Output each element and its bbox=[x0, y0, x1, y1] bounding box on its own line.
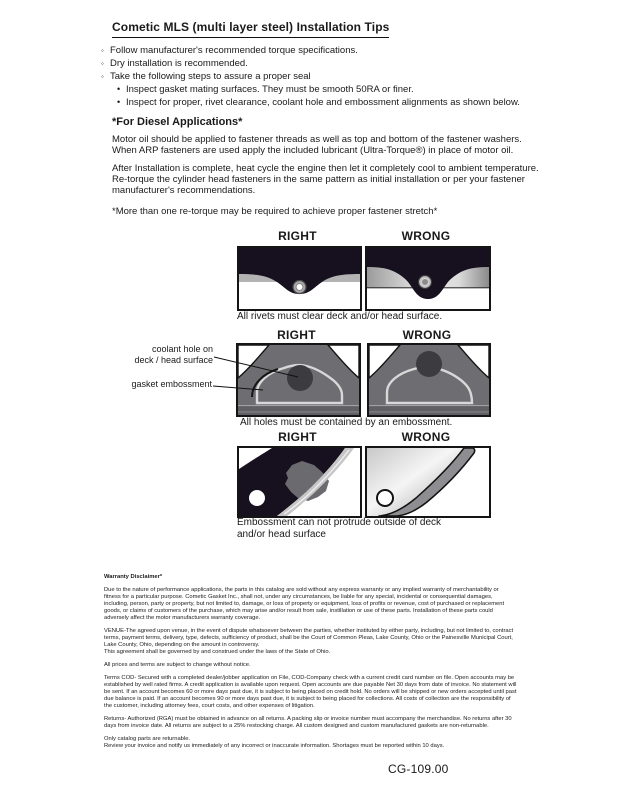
fig1-caption: All rivets must clear deck and/or head surface. bbox=[237, 311, 443, 322]
review-invoice-line: Review your invoice and notify us immediately of any incorrect or inaccurate information. Shortages must be reported within 10 days. bbox=[104, 743, 445, 749]
fig1-right-label: RIGHT bbox=[278, 229, 317, 243]
tip-item bbox=[101, 57, 561, 70]
filled-bullet-icon: • bbox=[117, 84, 121, 94]
open-bullet-icon: ◦ bbox=[101, 59, 104, 68]
prices-line: All prices and terms are subject to change without notice. bbox=[104, 662, 251, 668]
coolant-hole-icon bbox=[416, 351, 442, 377]
fig2-wrong-label: WRONG bbox=[402, 328, 452, 342]
embossment-right-drawing bbox=[238, 345, 359, 415]
bolt-hole-icon bbox=[249, 490, 265, 506]
tip-text: Dry installation is recommended. bbox=[110, 58, 248, 69]
embossment-diagram-wrong bbox=[367, 343, 491, 417]
diesel-heading: *For Diesel Applications* bbox=[112, 116, 243, 128]
warranty-paragraph: Due to the nature of performance applications, the parts in this catalog are sold without any express warranty or any implied warranty of merchantability or fitness for a particular purpose. Cometic Gasket Inc., shall not, under any circumstances, be liable for any special, incidental or consequential damages, including, person, party or property, but not limited to, damage, or loss of property or equipment, loss of profits or revenue, cost of purchased or replacement goods, or claims of customers of the purchase, which may arise and/or result from sale, instillation or use of these parts. Installation of these parts could adversely affect the motor manufacturers warranty coverage. bbox=[104, 587, 505, 621]
coolant-hole-label: coolant hole on deck / head surface bbox=[134, 344, 213, 365]
rivet-diagram-wrong bbox=[365, 246, 491, 311]
venue-paragraph: VENUE-The agreed upon venue, in the event of dispute whatsoever between the parties, whether instituted by either party, including, but not limited to, contract terms, payment terms, delivery, type, defects, sufficiency of product, shall be the Court of Common Pleas, Lake County, Ohio or the Painesville Municipal Court, Lake County, Ohio, depending on the amount in controversy. bbox=[104, 628, 514, 648]
terms-paragraph: Terms COD- Secured with a completed dealer/jobber application on File, COD-Company check with a current credit card number on file. Open accounts may be established by well rated firms. A credit application is available upon request. Open accounts are due payable Net 30 days from date of invoice. No statement will be sent. If an account becomes 60 or more days past due, it is subject to being placed on credit hold. No orders will be shipped or new orders accepted until past due balance is paid. If an account becomes 90 or more days past due, it is subject to being placed for collections. All costs of collection are the responsibility of the customer, including attorney fees, court costs, and other expenses of litigation. bbox=[104, 675, 517, 709]
fig2-caption: All holes must be contained by an embossment. bbox=[240, 417, 453, 428]
sub-tip-item bbox=[117, 83, 561, 96]
filled-bullet-icon: • bbox=[117, 97, 121, 107]
rivet-diagram-right bbox=[237, 246, 362, 311]
sub-tip-text: Inspect for proper, rivet clearance, coolant hole and embossment alignments as shown below. bbox=[126, 97, 520, 108]
tip-item bbox=[101, 70, 561, 83]
catalog-parts-line: Only catalog parts are returnable. bbox=[104, 736, 191, 742]
bolt-hole-icon bbox=[377, 490, 393, 506]
tip-item bbox=[101, 44, 561, 57]
embossment-wrong-drawing bbox=[369, 345, 489, 415]
returns-paragraph: Returns- Authorized (RGA) must be obtained in advance on all returns. A packing slip or invoice number must accompany the merchandise. No returns after 30 days from invoice date. All returns are subject to a 25% restocking charge. All custom designed and custom manufactured gaskets are non-returnable. bbox=[104, 716, 512, 729]
diesel-paragraph-1: Motor oil should be applied to fastener threads as well as top and bottom of the fastener washers. When ARP fasteners are used apply the included lubricant (Ultra-Torque®) in place of motor oil. bbox=[112, 134, 522, 157]
rivet-wrong-drawing bbox=[367, 248, 489, 309]
fig3-caption: Embossment can not protrude outside of deck and/or head surface bbox=[237, 517, 442, 540]
rivet-center bbox=[296, 284, 303, 291]
tip-text: Follow manufacturer's recommended torque specifications. bbox=[110, 45, 358, 56]
protrusion-diagram-right bbox=[237, 446, 362, 518]
gasket-embossment-label: gasket embossment bbox=[131, 379, 212, 389]
page-number: CG-109.00 bbox=[388, 762, 449, 776]
fig3-wrong-label: WRONG bbox=[401, 430, 451, 444]
protrusion-wrong-drawing bbox=[367, 448, 489, 516]
governing-law-line: This agreement shall be governed by and construed under the laws of the State of Ohio. bbox=[104, 649, 331, 655]
coolant-hole-icon bbox=[287, 365, 313, 391]
open-bullet-icon: ◦ bbox=[101, 46, 104, 55]
tip-text: Take the following steps to assure a proper seal bbox=[110, 71, 311, 82]
embossment-diagram-right bbox=[236, 343, 361, 417]
protrusion-right-drawing bbox=[239, 448, 360, 516]
open-bullet-icon: ◦ bbox=[101, 72, 104, 81]
tips-list bbox=[101, 44, 561, 109]
retorque-note: *More than one re-torque may be required to achieve proper fastener stretch* bbox=[112, 206, 438, 217]
page-title: Cometic MLS (multi layer steel) Installation Tips bbox=[112, 20, 389, 38]
fig2-right-label: RIGHT bbox=[277, 328, 316, 342]
fig3-right-label: RIGHT bbox=[278, 430, 317, 444]
diesel-paragraph-2: After Installation is complete, heat cycle the engine then let it completely cool to ambient temperature. Re-torque the cylinder head fasteners in the same pattern as initial installation or per your fastener manufacturer's recommendations. bbox=[112, 163, 539, 197]
sub-tip-item bbox=[117, 96, 561, 109]
fig1-wrong-label: WRONG bbox=[401, 229, 451, 243]
warranty-disclaimer bbox=[104, 574, 517, 750]
rivet-right-drawing bbox=[239, 248, 360, 309]
warranty-heading: Warranty Disclaimer* bbox=[104, 574, 163, 580]
protrusion-diagram-wrong bbox=[365, 446, 491, 518]
sub-tip-text: Inspect gasket mating surfaces. They must be smooth 50RA or finer. bbox=[126, 84, 414, 95]
rivet-center bbox=[422, 279, 429, 286]
